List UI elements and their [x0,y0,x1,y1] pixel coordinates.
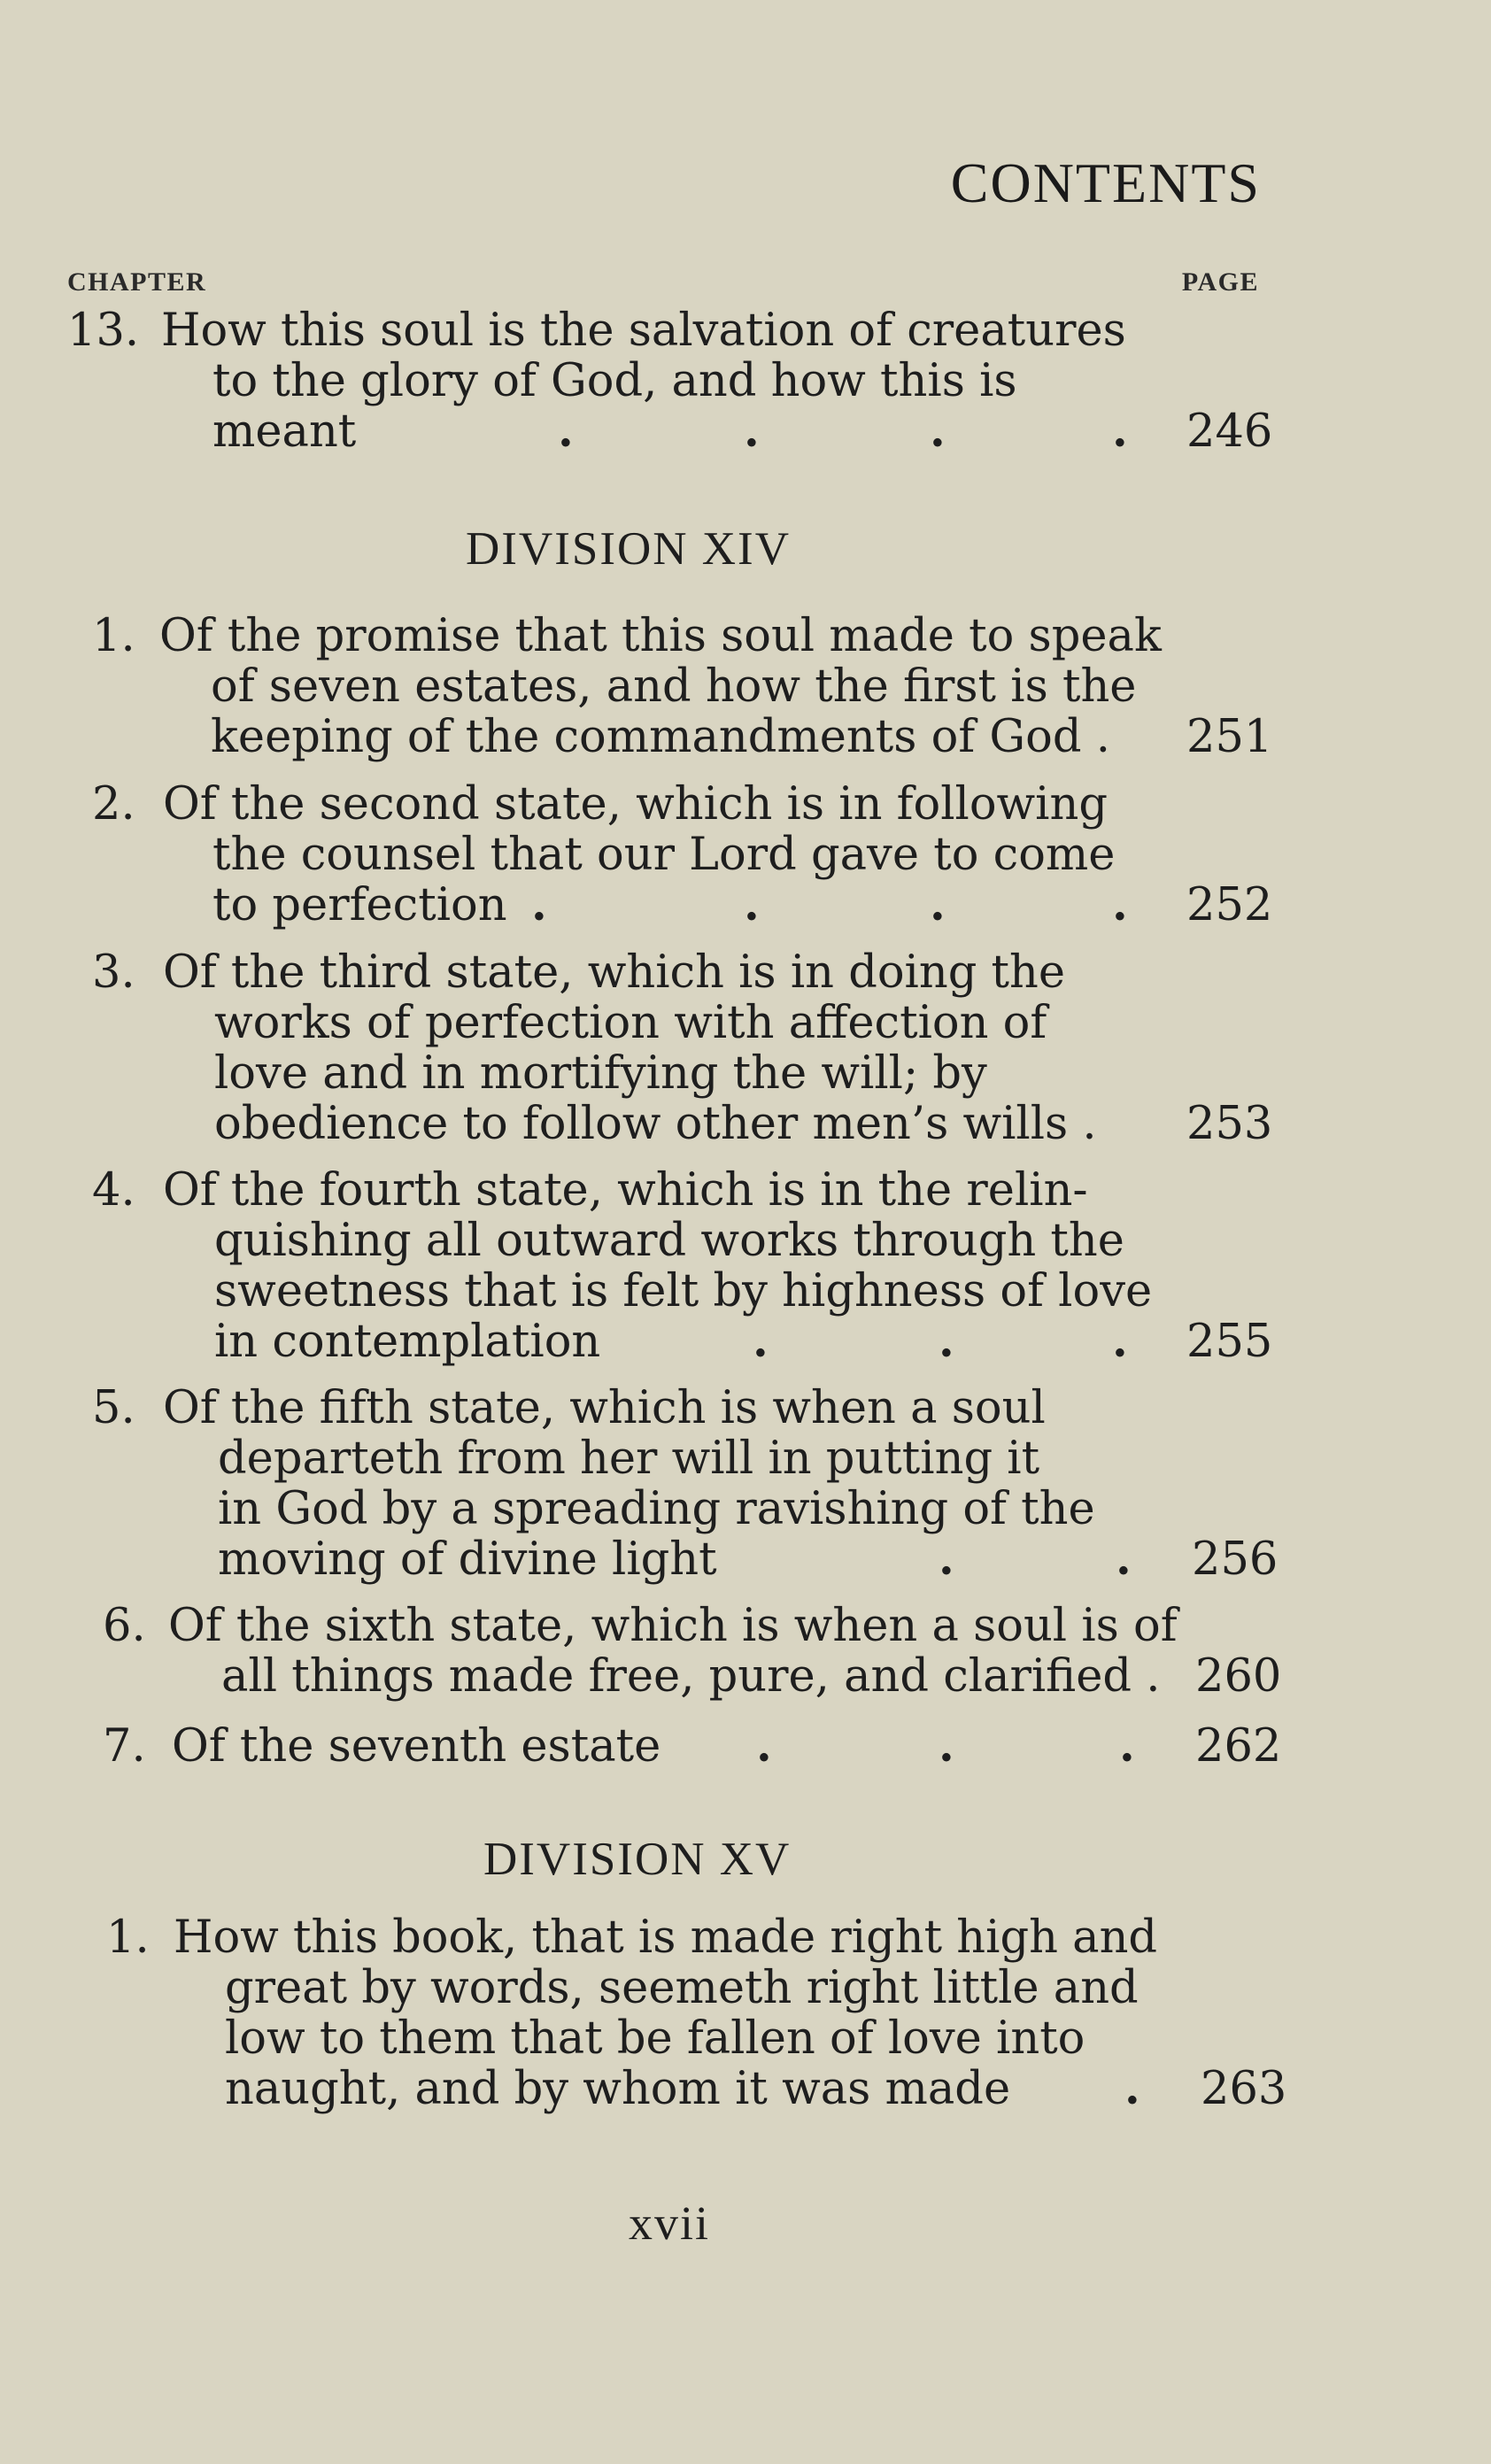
folio-page-number: xvii [629,2197,711,2250]
entry-number: 3. [92,946,135,999]
running-head: CONTENTS [950,151,1261,214]
entry-page-number: 262 [1195,1720,1282,1773]
entry-line: to perfection [212,879,507,931]
entry-line: How this soul is the salvation of creatures [161,305,1126,357]
entry-line: Of the fifth state, which is when a soul [163,1382,1046,1434]
entry-line: Of the second state, which is in following [163,778,1108,830]
entry-line: to the glory of God, and how this is [212,355,1017,407]
division-heading-xiv: DIVISION XIV [466,523,791,575]
entry-page-number: 251 [1186,711,1273,763]
entry-number: 13. [67,305,140,357]
page-column-label: PAGE [1181,267,1259,297]
entry-line: all things made free, pure, and clarified . [221,1650,1161,1703]
entry-number: 5. [92,1382,135,1434]
entry-line: meant [212,406,357,458]
entry-line: Of the third state, which is in doing the [163,946,1066,999]
entry-number: 6. [103,1600,146,1652]
entry-line: Of the sixth state, which is when a soul is of [168,1600,1178,1652]
chapter-column-label: CHAPTER [67,267,207,297]
entry-line: love and in mortifying the will; by [214,1047,987,1100]
entry-number: 4. [92,1164,135,1217]
entry-line: How this book, that is made right high and [174,1912,1158,1964]
entry-line: departeth from her will in putting it [218,1433,1040,1485]
entry-line: quishing all outward works through the [214,1215,1124,1267]
entry-line: moving of divine light [218,1533,717,1586]
entry-number: 2. [92,778,135,830]
division-heading-xv: DIVISION XV [483,1834,792,1885]
entry-page-number: 255 [1186,1316,1273,1368]
entry-line: obedience to follow other men’s wills . [214,1098,1097,1150]
entry-line: of seven estates, and how the first is the [211,660,1137,713]
entry-line: works of perfection with affection of [214,997,1047,1049]
entry-line: Of the seventh estate [172,1720,661,1773]
contents-page: CONTENTS CHAPTER PAGE 13. How this soul is the salvation of creatures to the glory of God, and how this is meant . . . . 246 DIVISION XIV 1. Of the promise that this soul made to speak of seven estates, and how the first is the keeping of the commandments of God . 251 2. Of the second state, which is in following the counsel that our Lord gave to come to perfection . . . . 252 3. Of the third state, which is in doing the works of perfection with affection of love and in mortifying the will; by obedience to follow other men’s wills . 253 4. Of the fourth state, which is in the relin- quishing all outward works through the sweetness that is felt by highness of love in contemplation . . . 255 5. Of the fifth state, which is when a soul departeth from her will in putting it in God by a spreading ravishing of the moving of divine light . . 256 6. Of the sixth state, which is when a soul is of all things made free, pure, and clarified . 260 7. Of the seventh estate . . . 262 DIVISION XV 1. How this book, that is made right high and great by words, seemeth right little and low to them that be fallen of love into naught, and by whom it was made . 263 xvii [67,151,1287,2250]
entry-line: in God by a spreading ravishing of the [218,1483,1095,1535]
entry-line: keeping of the commandments of God . [211,711,1110,763]
entry-line: Of the fourth state, which is in the relin- [163,1164,1088,1217]
entry-line: naught, and by whom it was made [225,2063,1011,2115]
entry-line: the counsel that our Lord gave to come [212,829,1116,881]
entry-page-number: 260 [1195,1650,1282,1703]
entry-line: sweetness that is felt by highness of love [214,1265,1153,1317]
entry-number: 7. [103,1720,146,1773]
entry-number: 1. [106,1912,150,1964]
entry-page-number: 253 [1186,1098,1273,1150]
entry-line: Of the promise that this soul made to speak [159,610,1162,662]
entry-number: 1. [92,610,135,662]
entry-page-number: 256 [1192,1533,1279,1586]
entry-page-number: 263 [1201,2063,1287,2115]
entry-page-number: 252 [1186,879,1273,931]
entry-line: in contemplation [214,1316,601,1368]
entry-page-number: 246 [1186,406,1273,458]
entry-line: great by words, seemeth right little and [225,1962,1139,2014]
entry-line: low to them that be fallen of love into [225,2012,1085,2065]
